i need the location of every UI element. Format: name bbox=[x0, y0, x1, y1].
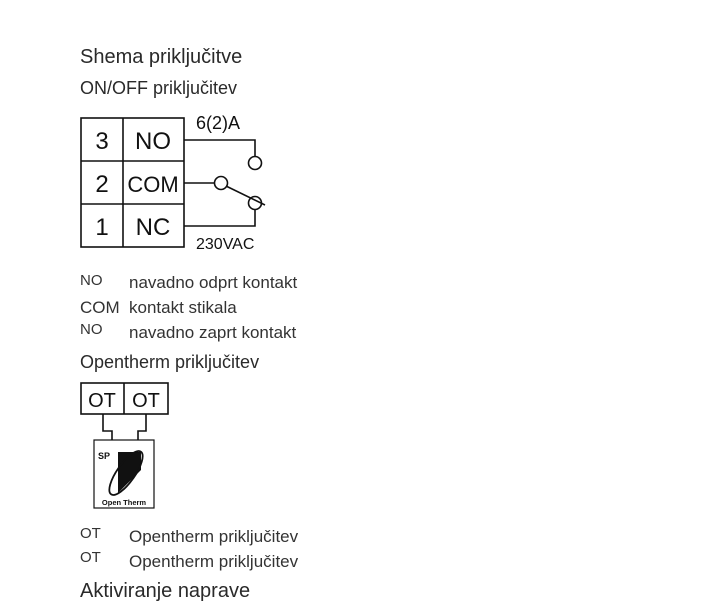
legend-ot2-abbr: OT bbox=[80, 549, 101, 566]
voltage-rating: 230VAC bbox=[196, 236, 255, 253]
legend-ot1-desc: Opentherm priključitev bbox=[129, 527, 299, 546]
terminal-2-label: COM bbox=[127, 172, 179, 197]
current-rating: 6(2)A bbox=[196, 113, 241, 133]
legend-no-abbr: NO bbox=[80, 272, 103, 289]
logo-name-text: Open Therm bbox=[101, 498, 147, 507]
opentherm-logo bbox=[98, 447, 148, 507]
legend-ot1-abbr: OT bbox=[80, 525, 101, 542]
terminal-1-number: 1 bbox=[95, 214, 109, 241]
relay-wires bbox=[184, 140, 265, 226]
terminal-3-number: 3 bbox=[95, 128, 109, 155]
next-section-heading: Aktiviranje naprave bbox=[80, 580, 251, 602]
legend-ot2-desc: Opentherm priključitev bbox=[129, 552, 299, 571]
terminal-2-number: 2 bbox=[95, 171, 109, 198]
legend-com-desc: kontakt stikala bbox=[129, 298, 237, 317]
terminal-1-label: NC bbox=[135, 214, 171, 241]
page-title: Shema priključitve bbox=[80, 46, 243, 68]
legend-nc-abbr: NO bbox=[80, 321, 103, 338]
logo-sp-text: SP bbox=[98, 451, 111, 461]
terminal-3-label: NO bbox=[135, 128, 171, 155]
legend-nc-desc: navadno zaprt kontakt bbox=[129, 323, 297, 342]
legend-no-desc: navadno odprt kontakt bbox=[129, 273, 298, 292]
opentherm-heading: Opentherm priključitev bbox=[80, 352, 260, 372]
ot-terminal-1: OT bbox=[88, 390, 116, 412]
ot-terminal-2: OT bbox=[132, 390, 160, 412]
legend-com-abbr: COM bbox=[80, 298, 120, 317]
onoff-heading: ON/OFF priključitev bbox=[80, 78, 238, 98]
